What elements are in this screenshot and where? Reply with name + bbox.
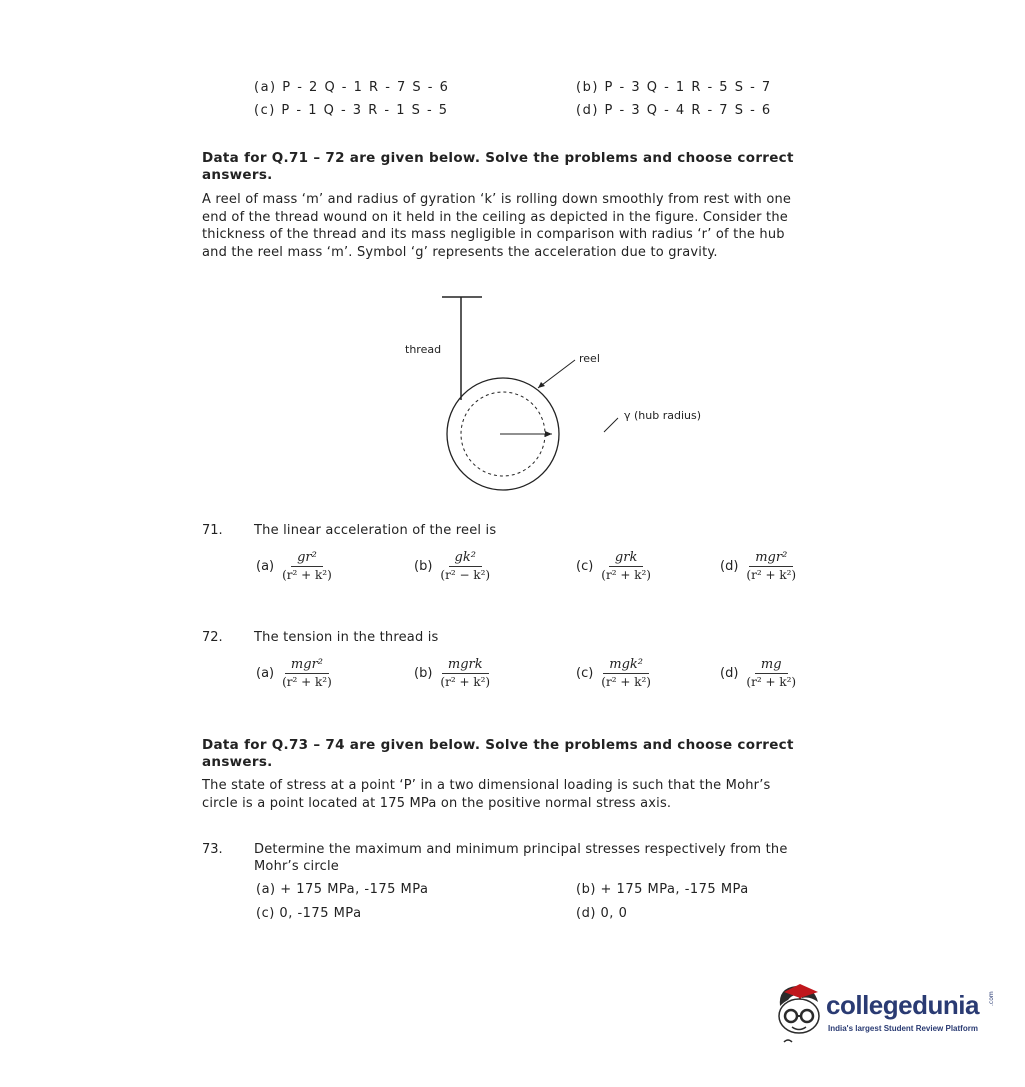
q73-number: 73.: [202, 842, 223, 857]
q73-option-d: (d) 0, 0: [576, 906, 628, 921]
q72-number: 72.: [202, 630, 223, 645]
logo-suffix: .com: [988, 991, 995, 1006]
collegedunia-logo: [766, 980, 996, 1050]
q71-option-a: (a) $\frac{\text{gr²}}{\text{(r² + k²)}}$: [256, 550, 332, 582]
logo-tagline: India's largest Student Review Platform: [828, 1024, 978, 1033]
prev-option-a: (a) P - 2 Q - 1 R - 7 S - 6: [254, 80, 450, 95]
para-line: A reel of mass ‘m’ and radius of gyration ‘k’ is rolling down smoothly from rest with one: [202, 192, 792, 207]
para-line: and the reel mass ‘m’. Symbol ‘g’ represents the acceleration due to gravity.: [202, 244, 718, 260]
hub-pointer: [604, 418, 618, 432]
q73-option-c: (c) 0, -175 MPa: [256, 906, 362, 921]
section1-paragraph: [202, 191, 850, 261]
q71-option-b: (b) $\frac{\text{gk²}}{\text{(r² − k²)}}$: [414, 550, 491, 582]
para-line: circle is a point located at 175 MPa on the positive normal stress axis.: [202, 795, 672, 811]
prev-option-c: (c) P - 1 Q - 3 R - 1 S - 5: [254, 103, 449, 118]
q73-text-line2: Mohr’s circle: [254, 859, 339, 874]
reel-pointer: [538, 360, 575, 388]
q71-number: 71.: [202, 523, 223, 538]
reel-label: reel: [579, 352, 600, 365]
q73-option-b: (b) + 175 MPa, -175 MPa: [576, 882, 749, 897]
section2-heading-line1: Data for Q.73 – 74 are given below. Solve the problems and choose correct: [202, 737, 794, 753]
para-line: thickness of the thread and its mass negligible in comparison with radius ‘r’ of the hub: [202, 227, 785, 242]
thread-label: thread: [405, 343, 442, 356]
prev-option-b: (b) P - 3 Q - 1 R - 5 S - 7: [576, 80, 772, 95]
section2-paragraph: [202, 777, 850, 812]
q72-option-c: (c) $\frac{\text{mgk²}}{\text{(r² + k²)}}$: [576, 657, 651, 689]
section1-heading-line2: answers.: [202, 167, 273, 183]
q71-option-d: (d) $\frac{\text{mgr²}}{\text{(r² + k²)}}$: [720, 550, 797, 582]
reel-figure: [400, 290, 730, 500]
logo-brand: collegedunia: [826, 990, 979, 1020]
hub-radius-label: γ (hub radius): [624, 409, 702, 422]
q71-option-c: (c) $\frac{\text{grk}}{\text{(r² + k²)}}$: [576, 550, 651, 582]
para-line: end of the thread wound on it held in the ceiling as depicted in the figure. Consider the: [202, 209, 788, 225]
q71-text: The linear acceleration of the reel is: [254, 523, 497, 538]
q72-option-b: (b) $\frac{\text{mgrk}}{\text{(r² + k²)}}$: [414, 657, 491, 689]
para-line: The state of stress at a point ‘P’ in a two dimensional loading is such that the Mohr’s: [202, 778, 771, 793]
mascot-icon: [766, 980, 828, 1050]
section1-heading-line1: Data for Q.71 – 72 are given below. Solve the problems and choose correct: [202, 150, 794, 166]
q73-text-line1: Determine the maximum and minimum principal stresses respectively from the: [254, 842, 788, 857]
q72-text: The tension in the thread is: [254, 630, 439, 645]
q72-option-d: (d) $\frac{mg}{\text{(r² + k²)}}$: [720, 657, 797, 689]
radius-arrowhead: [545, 431, 552, 437]
q72-option-a: (a) $\frac{\text{mgr²}}{\text{(r² + k²)}}$: [256, 657, 332, 689]
q73-option-a: (a) + 175 MPa, -175 MPa: [256, 882, 429, 897]
prev-option-d: (d) P - 3 Q - 4 R - 7 S - 6: [576, 103, 772, 118]
section2-heading-line2: answers.: [202, 754, 273, 770]
